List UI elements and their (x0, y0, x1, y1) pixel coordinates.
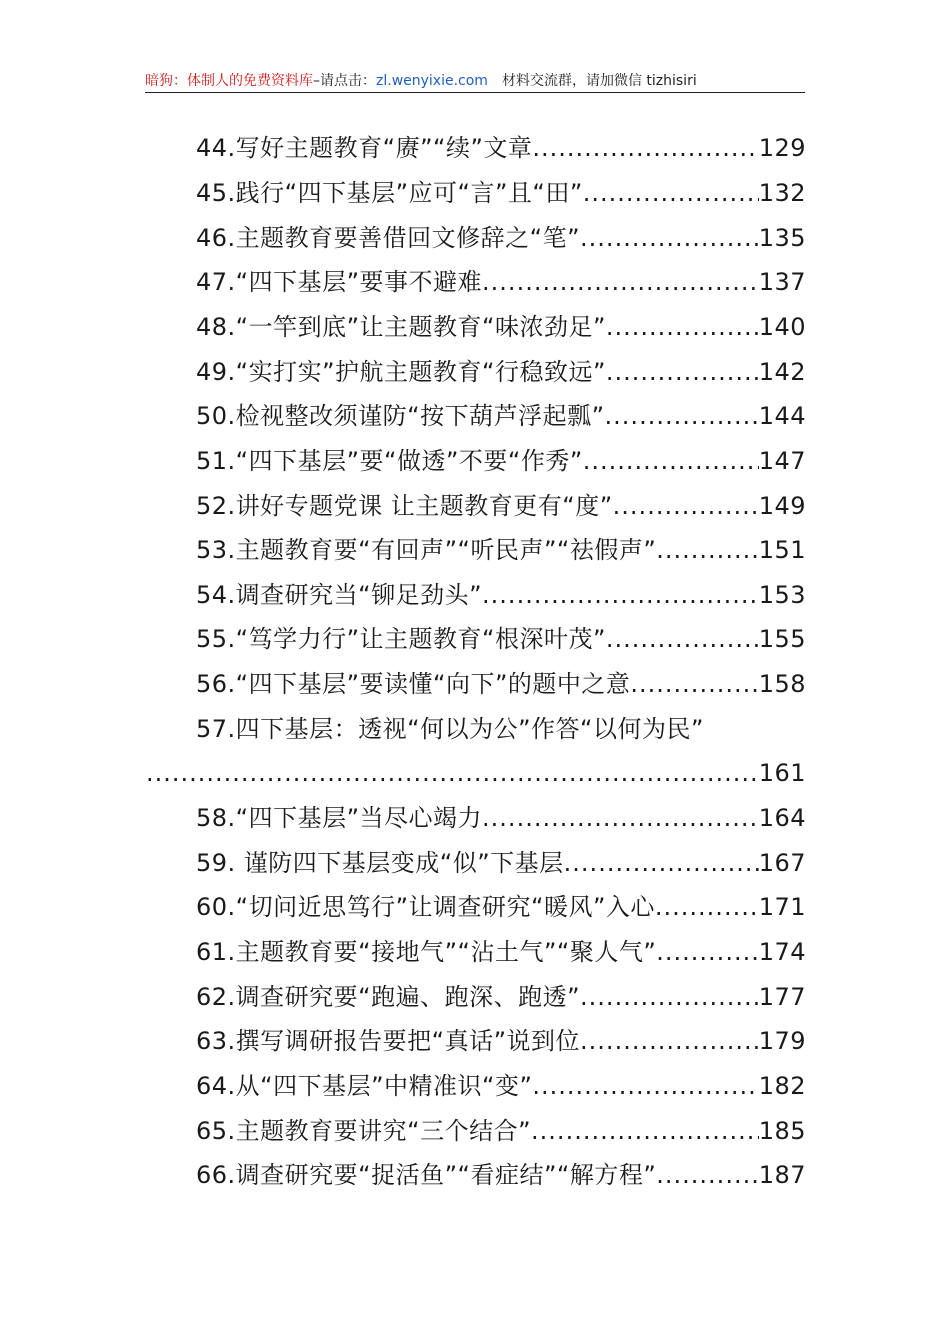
toc-leader-dots (655, 890, 759, 924)
toc-entry-page: 164 (758, 804, 806, 832)
toc-entry-page: 151 (758, 536, 806, 564)
toc-leader-dots (580, 980, 759, 1014)
toc-leader-dots (583, 176, 759, 210)
toc-entry[interactable] (196, 890, 806, 924)
toc-entry-title: 60.“切问近思笃行”让调查研究“暖风”入心 (196, 893, 655, 921)
toc-entry-title: 65.主题教育要讲究“三个结合” (196, 1117, 532, 1145)
toc-entry[interactable] (196, 176, 806, 210)
toc-leader-dots (606, 310, 759, 344)
toc-entry-title: 46.主题教育要善借回文修辞之“笔” (196, 224, 581, 252)
toc-entry[interactable] (196, 980, 806, 1014)
header-link[interactable]: zl.wenyixie.com (376, 73, 488, 89)
toc-entry-title: 57.四下基层：透视“何以为公”作答“以何为民” (196, 715, 704, 743)
toc-entry-page: 177 (758, 983, 806, 1011)
toc-entry[interactable] (196, 265, 806, 299)
toc-entry[interactable] (196, 1024, 806, 1058)
toc-entry[interactable] (196, 533, 806, 567)
toc-entry-page: 153 (758, 581, 806, 609)
toc-entry[interactable] (196, 489, 806, 523)
toc-entry-title: 55.“笃学力行”让主题教育“根深叶茂” (196, 625, 606, 653)
toc-leader-dots (146, 756, 759, 790)
header-note: 材料交流群，请加微信 tizhisiri (501, 73, 697, 89)
toc-entry-title: 64.从“四下基层”中精准识“变” (196, 1072, 533, 1100)
toc-entry-page: 142 (758, 358, 806, 386)
toc-entry-page: 149 (758, 492, 806, 520)
toc-entry-title: 49.“实打实”护航主题教育“行稳致远” (196, 358, 606, 386)
toc-leader-dots (580, 221, 759, 255)
toc-entry-page: 132 (758, 179, 806, 207)
toc-entry-page: 135 (758, 224, 806, 252)
toc-entry-title: 51.“四下基层”要“做透”不要“作秀” (196, 447, 583, 475)
toc-entry-title: 47.“四下基层”要事不避难 (196, 268, 483, 296)
toc-leader-dots (630, 667, 758, 701)
toc-leader-dots (482, 265, 759, 299)
toc-entry-title: 44.写好主题教育“赓”“续”文章 (196, 134, 533, 162)
toc-entry-title: 61.主题教育要“接地气”“沾土气”“聚人气” (196, 938, 657, 966)
toc-entry-page: 167 (758, 849, 806, 877)
toc-leader-dots (656, 935, 758, 969)
toc-entry-continuation[interactable] (146, 756, 806, 790)
toc-entry[interactable] (196, 131, 806, 165)
toc-entry[interactable] (196, 1158, 806, 1192)
toc-entry-title: 66.调查研究要“捉活鱼”“看症结”“解方程” (196, 1161, 657, 1189)
header-prompt: –请点击： (313, 73, 376, 89)
toc-entry-title: 45.践行“四下基层”应可“言”且“田” (196, 179, 583, 207)
toc-entry-title: 54.调查研究当“铆足劲头” (196, 581, 483, 609)
toc-entry-page: 161 (758, 759, 806, 787)
toc-leader-dots (482, 801, 759, 835)
toc-entry-page: 129 (758, 134, 806, 162)
toc-entry[interactable] (196, 355, 806, 389)
toc-entry-title: 48.“一竿到底”让主题教育“味浓劲足” (196, 313, 606, 341)
toc-entry-page: 171 (758, 893, 806, 921)
toc-leader-dots (531, 1114, 759, 1148)
toc-entry-page: 140 (758, 313, 806, 341)
toc-entry-page: 144 (758, 402, 806, 430)
page-header (145, 70, 805, 93)
toc-entry-title: 63.撰写调研报告要把“真话”说到位 (196, 1027, 581, 1055)
toc-entry[interactable] (196, 1069, 806, 1103)
toc-entry-page: 155 (758, 625, 806, 653)
toc-entry[interactable] (196, 667, 806, 701)
toc-entry[interactable] (196, 1114, 806, 1148)
toc-entry-title: 62.调查研究要“跑遍、跑深、跑透” (196, 983, 581, 1011)
toc-entry-title: 52.讲好专题党课 让主题教育更有“度” (196, 492, 613, 520)
toc-entry-page: 158 (758, 670, 806, 698)
toc-entry[interactable] (196, 935, 806, 969)
toc-leader-dots (564, 846, 759, 880)
toc-entry-title: 53.主题教育要“有回声”“听民声”“祛假声” (196, 536, 657, 564)
toc-entry[interactable] (196, 622, 806, 656)
toc-entry-title: 56.“四下基层”要读懂“向下”的题中之意 (196, 670, 631, 698)
toc-leader-dots (605, 399, 759, 433)
toc-leader-dots (613, 489, 759, 523)
toc-entry-title: 58.“四下基层”当尽心竭力 (196, 804, 483, 832)
toc-entry[interactable] (196, 846, 806, 880)
toc-entry-title: 50.检视整改须谨防“按下葫芦浮起瓢” (196, 402, 605, 430)
toc-entry[interactable] (196, 712, 806, 746)
toc-leader-dots (606, 622, 759, 656)
toc-leader-dots (583, 444, 759, 478)
toc-entry-page: 147 (758, 447, 806, 475)
toc-leader-dots (532, 1069, 758, 1103)
toc-entry[interactable] (196, 444, 806, 478)
toc-leader-dots (482, 578, 759, 612)
header-brand: 暗狗：体制人的免费资料库 (145, 73, 313, 89)
toc-leader-dots (656, 1158, 758, 1192)
toc-entry-page: 174 (758, 938, 806, 966)
toc-entry-title: 59. 谨防四下基层变成“似”下基层 (196, 849, 564, 877)
toc-entry-page: 137 (758, 268, 806, 296)
toc-entry-page: 179 (758, 1027, 806, 1055)
toc-leader-dots (656, 533, 758, 567)
toc-leader-dots (532, 131, 758, 165)
toc-entry-page: 185 (758, 1117, 806, 1145)
toc-entry[interactable] (196, 310, 806, 344)
toc-entry[interactable] (196, 578, 806, 612)
toc-entry[interactable] (196, 399, 806, 433)
toc-leader-dots (606, 355, 759, 389)
toc-entry-page: 187 (758, 1161, 806, 1189)
toc-entry-page: 182 (758, 1072, 806, 1100)
toc-leader-dots (580, 1024, 759, 1058)
toc-entry[interactable] (196, 221, 806, 255)
toc-entry[interactable] (196, 801, 806, 835)
